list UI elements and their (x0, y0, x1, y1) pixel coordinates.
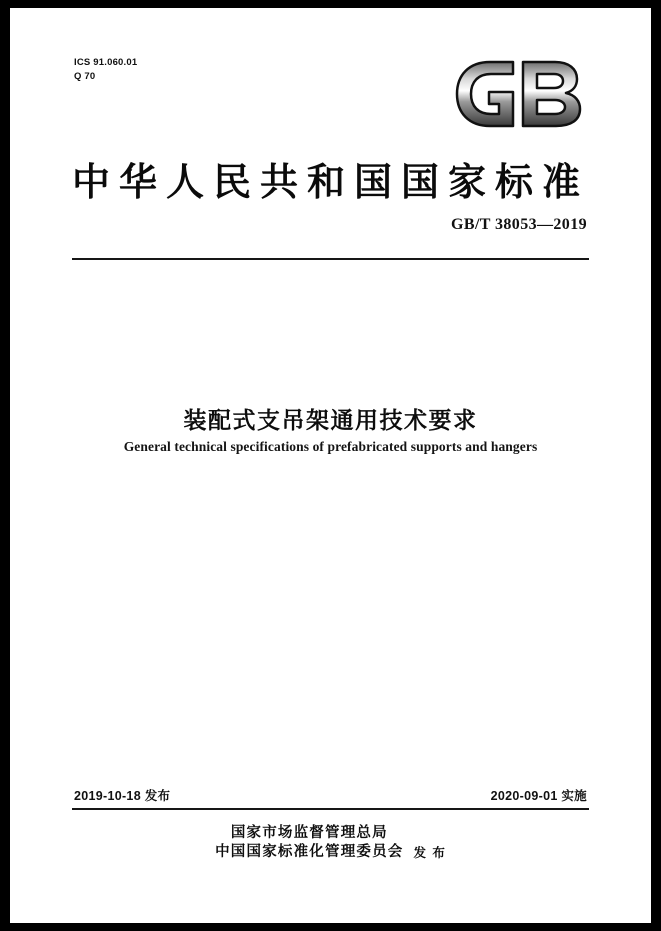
issuer-line-2: 中国国家标准化管理委员会 (215, 844, 404, 860)
issuer-line-1: 国家市场监督管理总局 (230, 825, 388, 841)
cover-content (72, 46, 589, 876)
ics-classification (74, 56, 137, 84)
national-standard-title: 中华人民共和国国家标准 (72, 160, 590, 204)
issue-date: 2019-10-18 发布 (74, 789, 171, 803)
divider-top (72, 258, 589, 260)
issuer-names (215, 824, 403, 862)
standard-number: GB/T 38053—2019 (451, 216, 587, 233)
ics-line-1: ICS 91.060.01 (74, 57, 138, 68)
issuer-publish-label: 发 布 (413, 845, 446, 860)
divider-bottom (72, 808, 589, 810)
gb-logo-icon (451, 58, 587, 130)
document-page (10, 8, 651, 923)
document-title-chinese: 装配式支吊架通用技术要求 (183, 408, 478, 434)
issuer-block (72, 824, 589, 862)
ics-line-2: Q 70 (74, 71, 96, 82)
document-title-english: General technical specifications of prefabricated supports and hangers (123, 439, 538, 454)
implementation-date: 2020-09-01 实施 (490, 789, 587, 803)
